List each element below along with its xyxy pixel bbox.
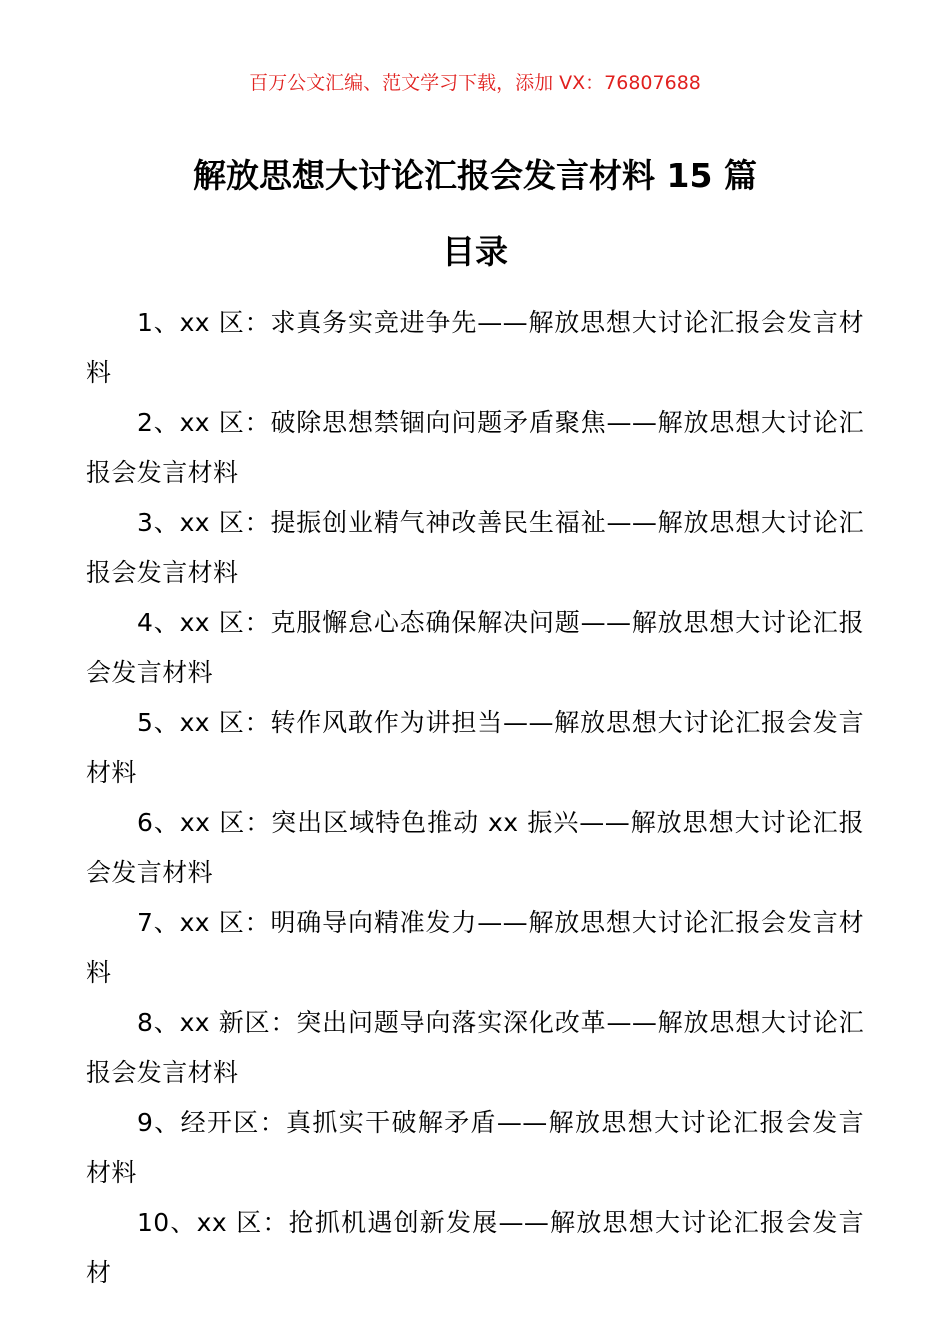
toc-entry: 9、经开区：真抓实干破解矛盾——解放思想大讨论汇报会发言材料 — [86, 1108, 864, 1187]
document-title: 解放思想大讨论汇报会发言材料 15 篇 — [193, 156, 757, 195]
toc-entry: 2、xx 区：破除思想禁锢向问题矛盾聚焦——解放思想大讨论汇报会发言材料 — [86, 408, 864, 487]
toc-entry: 5、xx 区：转作风敢作为讲担当——解放思想大讨论汇报会发言材料 — [86, 708, 864, 787]
toc-entry: 7、xx 区：明确导向精准发力——解放思想大讨论汇报会发言材料 — [86, 908, 864, 987]
toc-entry: 6、xx 区：突出区域特色推动 xx 振兴——解放思想大讨论汇报会发言材料 — [86, 808, 864, 887]
toc-entry: 1、xx 区：求真务实竞进争先——解放思想大讨论汇报会发言材料 — [86, 308, 864, 387]
table-of-contents — [86, 298, 864, 1298]
toc-entry: 4、xx 区：克服懈怠心态确保解决问题——解放思想大讨论汇报会发言材料 — [86, 608, 864, 687]
watermark-text: 百万公文汇编、范文学习下载，添加 VX：76807688 — [249, 72, 701, 94]
toc-heading: 目录 — [442, 232, 508, 271]
toc-entry: 8、xx 新区：突出问题导向落实深化改革——解放思想大讨论汇报会发言材料 — [86, 1008, 864, 1087]
toc-entry: 10、xx 区：抢抓机遇创新发展——解放思想大讨论汇报会发言材 — [86, 1208, 864, 1287]
toc-entry: 3、xx 区：提振创业精气神改善民生福祉——解放思想大讨论汇报会发言材料 — [86, 508, 864, 587]
